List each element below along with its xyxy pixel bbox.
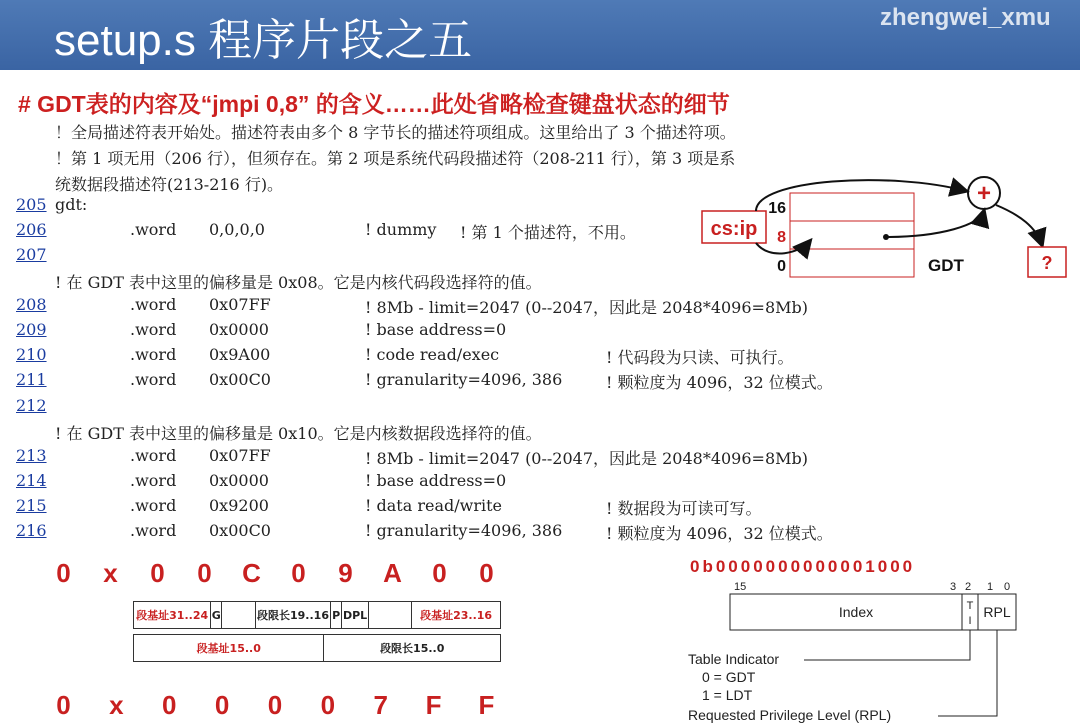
bit-3-label: 3 [950, 581, 957, 593]
rpl-legend: Requested Privilege Level (RPL) [688, 707, 892, 723]
intro-line-1: ！全局描述符表开始处。描述符表由多个 8 字节长的描述符项组成。这里给出了 3 个描述符项。 [55, 123, 736, 142]
code-line-210 [0, 345, 900, 367]
gdt-entry-16 [790, 193, 914, 221]
line-number-link[interactable]: 209 [16, 320, 47, 339]
field-limit-15-0: 段限长15..0 [324, 635, 501, 662]
line-number-link[interactable]: 212 [16, 396, 47, 415]
code-value: 0x9A00 [209, 345, 271, 364]
code-directive: .word [130, 220, 177, 239]
code-comment: ! granularity=4096, 386 [365, 370, 563, 389]
field-base-31-24: 段基址31..24 [134, 602, 211, 629]
csip-label: cs:ip [710, 218, 758, 240]
hex-digit: x [103, 558, 118, 588]
bit-15-label: 15 [734, 581, 747, 593]
code-directive: .word [130, 471, 177, 490]
hex-digit: x [109, 690, 124, 720]
line-number-link[interactable]: 211 [16, 370, 47, 389]
field-g: G [211, 602, 222, 629]
code-value: 0x0000 [209, 471, 269, 490]
slide-title: setup.s 程序片段之五 [54, 16, 473, 65]
line-number-link[interactable]: 213 [16, 446, 47, 465]
code-line-215 [0, 496, 900, 518]
hex-digit: 0 [56, 558, 71, 588]
hex-digit: 0 [150, 558, 165, 588]
code-comment-cn: ! 颗粒度为 4096，32 位模式。 [606, 524, 833, 543]
hex-digit: A [383, 558, 402, 588]
ti-leader-line [804, 630, 970, 660]
line-number-link[interactable]: 206 [16, 220, 47, 239]
hex-digit: 0 [320, 690, 336, 720]
code-comment: ! base address=0 [365, 320, 507, 339]
line-number-link[interactable]: 210 [16, 345, 47, 364]
code-comment-cn: ! 数据段为可读可写。 [606, 499, 762, 518]
line-number-link[interactable]: 205 [16, 195, 47, 214]
hex-digit: 0 [56, 690, 71, 720]
hex-digit: 0 [214, 690, 230, 720]
intro-line-3: 统数据段描述符(213-216 行)。 [55, 175, 284, 194]
ti-field: T [966, 600, 974, 612]
code-value: 0x00C0 [209, 521, 271, 540]
bit-2-label: 2 [965, 581, 972, 593]
descriptor-layout-row1 [133, 601, 501, 629]
hex-digit: F [425, 690, 442, 720]
code-value: 0x07FF [209, 295, 271, 314]
ti-field-bit: I [968, 615, 972, 627]
code-value: 0x00C0 [209, 370, 271, 389]
code-note [0, 421, 900, 443]
code-line-214 [0, 471, 900, 493]
hex-digit: 0 [267, 690, 283, 720]
bit-0-label: 0 [1004, 581, 1011, 593]
code-directive: .word [130, 345, 177, 364]
rpl-field: RPL [983, 604, 1011, 620]
gdt-diagram [690, 165, 1080, 290]
field-empty [222, 602, 256, 629]
hex-digit: 0 [291, 558, 306, 588]
code-note-text: ! 在 GDT 表中这里的偏移量是 0x10。它是内核数据段选择符的值。 [55, 424, 542, 443]
code-line-208 [0, 295, 900, 317]
field-empty [369, 602, 412, 629]
code-directive: .word [130, 370, 177, 389]
code-directive: .word [130, 295, 177, 314]
hex-digit: F [478, 690, 495, 720]
line-number-link[interactable]: 215 [16, 496, 47, 515]
field-limit-19-16: 段限长19..16 [255, 602, 330, 629]
code-directive: .word [130, 320, 177, 339]
question-mark: ? [1041, 253, 1053, 273]
bit-1-label: 1 [987, 581, 994, 593]
hex-digit: C [242, 558, 261, 588]
line-number-link[interactable]: 207 [16, 245, 47, 264]
code-line-209 [0, 320, 900, 342]
descriptor-low-hex [40, 690, 510, 721]
descriptor-high-hex [40, 558, 510, 589]
field-dpl: DPL [342, 602, 369, 629]
code-comment: ! granularity=4096, 386 [365, 521, 563, 540]
code-line-216 [0, 521, 900, 543]
code-value: 0x07FF [209, 446, 271, 465]
code-note-text: ! 在 GDT 表中这里的偏移量是 0x08。它是内核代码段选择符的值。 [55, 273, 542, 292]
rpl-leader-line [938, 630, 997, 716]
offset-0-label: 0 [777, 258, 786, 275]
selector-diagram [680, 578, 1080, 726]
gdt-label: GDT [928, 256, 964, 275]
arrow-plus-to-target [996, 205, 1042, 245]
ti-legend: Table Indicator [688, 651, 780, 667]
line-number-link[interactable]: 208 [16, 295, 47, 314]
descriptor-layout-row2 [133, 634, 501, 662]
code-line-211 [0, 370, 900, 392]
field-p: P [331, 602, 342, 629]
code-comment-cn: ! 颗粒度为 4096，32 位模式。 [606, 373, 833, 392]
code-comment-cn: ! 代码段为只读、可执行。 [606, 348, 794, 367]
code-line-213 [0, 446, 900, 468]
intro-line-2: ！第 1 项无用（206 行），但须存在。第 2 项是系统代码段描述符（208-211 行），第 3 项是系 [55, 149, 736, 168]
selector-binary: 0b0000000000001000 [690, 557, 916, 576]
index-field: Index [838, 604, 874, 620]
code-label: gdt: [55, 195, 88, 214]
hex-digit: 0 [479, 558, 494, 588]
field-base-23-16: 段基址23..16 [412, 602, 501, 629]
author-watermark: zhengwei_xmu [880, 4, 1051, 31]
ti-ldt-legend: 1 = LDT [702, 687, 753, 703]
code-comment: ! code read/exec [365, 345, 500, 364]
code-directive: .word [130, 496, 177, 515]
code-value: 0,0,0,0 [209, 220, 265, 239]
code-comment-cn: ! 第 1 个描述符，不用。 [460, 223, 636, 242]
code-comment: ! data read/write [365, 496, 502, 515]
line-number-link[interactable]: 216 [16, 521, 47, 540]
hex-digit: 9 [338, 558, 353, 588]
gdt-entry-0 [790, 249, 914, 277]
field-base-15-0: 段基址15..0 [134, 635, 324, 662]
code-directive: .word [130, 446, 177, 465]
section-heading: # GDT表的内容及“jmpi 0,8” 的含义……此处省略检查键盘状态的细节 [18, 91, 730, 117]
code-comment: ! 8Mb - limit=2047 (0--2047，因此是 2048*4096=8Mb) [365, 298, 808, 317]
offset-16-label: 16 [768, 200, 786, 217]
ti-gdt-legend: 0 = GDT [702, 669, 756, 685]
gdt-entry-8 [790, 221, 914, 249]
offset-8-label: 8 [777, 229, 786, 246]
code-value: 0x0000 [209, 320, 269, 339]
hex-digit: 0 [197, 558, 212, 588]
hex-digit: 7 [373, 690, 388, 720]
entry-dot [883, 234, 889, 240]
code-value: 0x9200 [209, 496, 269, 515]
plus-icon: + [976, 180, 992, 207]
code-comment: ! base address=0 [365, 471, 507, 490]
code-line-212 [0, 396, 900, 418]
hex-digit: 0 [162, 690, 177, 720]
line-number-link[interactable]: 214 [16, 471, 47, 490]
code-directive: .word [130, 521, 177, 540]
code-comment: ! 8Mb - limit=2047 (0--2047，因此是 2048*4096=8Mb) [365, 449, 808, 468]
code-comment: ! dummy [365, 220, 437, 239]
hex-digit: 0 [432, 558, 447, 588]
